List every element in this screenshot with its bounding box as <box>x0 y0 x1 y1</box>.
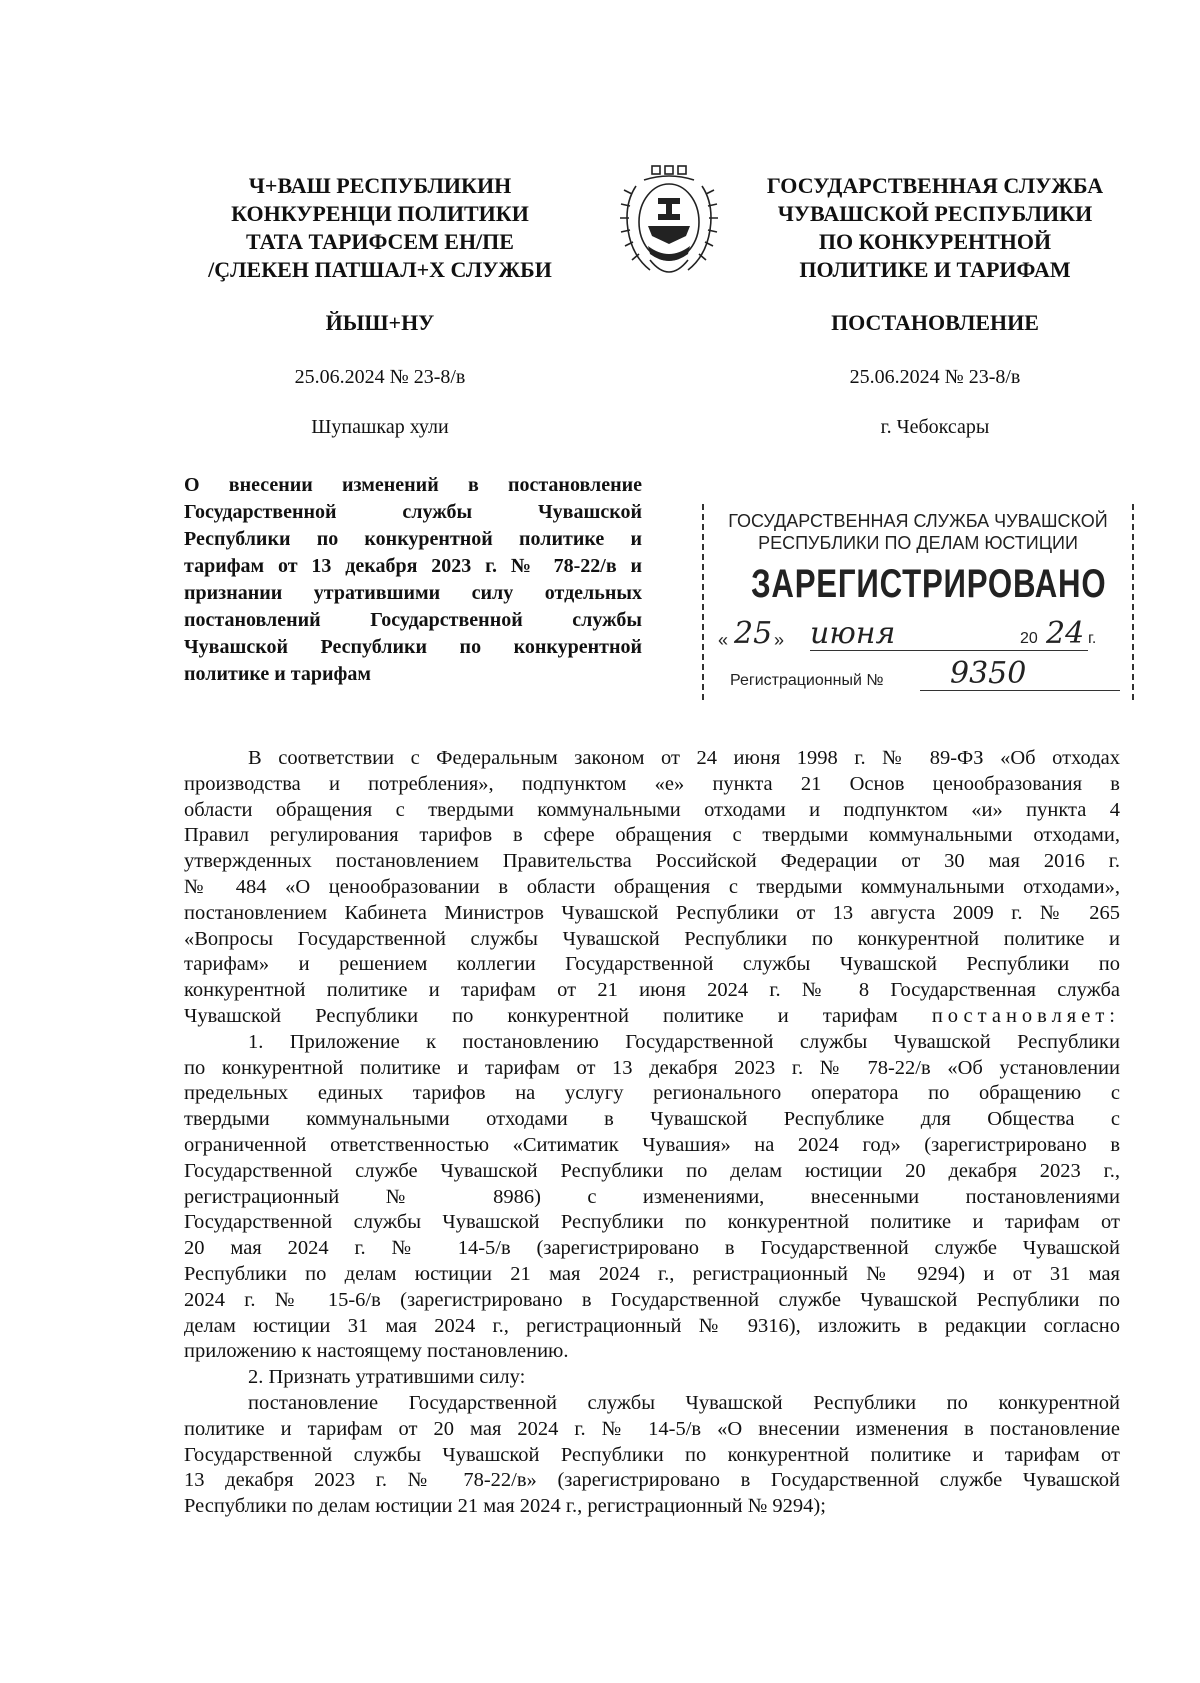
city-russian: г. Чебоксары <box>880 416 990 438</box>
stamp-underline <box>1000 650 1088 651</box>
body-line: Республики по делам юстиции 21 мая 2024 г., регистрационный № 9294); <box>184 1495 826 1518</box>
subject-line: постановлений Государственной службы <box>184 609 642 631</box>
resolution-word: постановляет: <box>931 1004 1120 1027</box>
doc-type-chuvash: ЙЫШ+НУ <box>325 310 435 335</box>
body-line: № 484 «О ценообразовании в области обращения с твердыми коммунальными отходами», <box>184 875 1120 898</box>
doc-date-number-russian: 25.06.2024 № 23-8/в <box>849 366 1021 388</box>
stamp-reg-number-handwritten: 9350 <box>950 656 1027 691</box>
subject-line: признании утратившими силу отдельных <box>184 582 642 604</box>
stamp-title: ЗАРЕГИСТРИРОВАНО <box>751 562 1107 606</box>
org-line: ПОЛИТИКЕ И ТАРИФАМ <box>799 257 1071 282</box>
body-line: В соответствии с Федеральным законом от 24 июня 1998 г. № 89-ФЗ «Об отходах <box>248 747 1120 769</box>
body-line: Государственной службы Чувашской Республики по конкурентной политике и тарифам от <box>184 1443 1120 1466</box>
org-line: ГОСУДАРСТВЕННАЯ СЛУЖБА <box>766 173 1104 198</box>
body-line: регистрационный № 8986) с изменениями, внесенными постановлениями <box>184 1185 1120 1208</box>
body-line: 20 мая 2024 г. № 14-5/в (зарегистрировано в Государственной службе Чувашской <box>184 1237 1120 1260</box>
body-line: 2024 г. № 15-6/в (зарегистрировано в Государственной службе Чувашской Республики по <box>184 1288 1120 1311</box>
body-line: ограниченной ответственностью «Ситиматик Чувашия» на 2024 год» (зарегистрировано в <box>184 1133 1120 1156</box>
subject-line: О внесении изменений в постановление <box>184 474 642 496</box>
body-line: постановлением Кабинета Министров Чувашской Республики от 13 августа 2009 г. № 265 <box>184 901 1120 924</box>
stamp-org-line: РЕСПУБЛИКИ ПО ДЕЛАМ ЮСТИЦИИ <box>758 533 1078 553</box>
stamp-date <box>718 616 1128 656</box>
subject-line: Республики по конкурентной политике и <box>184 528 642 550</box>
body-line-resolution <box>184 1004 1120 1030</box>
org-line: КОНКУРЕНЦИ ПОЛИТИКИ <box>231 201 529 226</box>
city-chuvash: Шупашкар хули <box>311 416 449 438</box>
body-line: конкурентной политике и тарифам от 21 июня 2024 г. № 8 Государственная служба <box>184 979 1120 1002</box>
document-body <box>184 746 1120 1520</box>
stamp-underline <box>920 690 1120 691</box>
body-line: области обращения с твердыми коммунальными отходами и подпунктом «и» пункта 4 <box>184 798 1120 821</box>
stamp-reg-label: Регистрационный № <box>730 672 884 689</box>
body-line: приложению к настоящему постановлению. <box>184 1340 569 1363</box>
org-name-russian <box>735 172 1135 284</box>
chuvashia-coat-of-arms-icon <box>614 164 724 288</box>
body-line: постановление Государственной службы Чувашской Республики по конкурентной <box>248 1391 1120 1414</box>
doc-date-number-chuvash: 25.06.2024 № 23-8/в <box>294 366 466 388</box>
stamp-underline <box>810 650 1000 651</box>
body-line: по конкурентной политике и тарифам от 13 декабря 2023 г. № 78-22/в «Об установлении <box>184 1056 1120 1079</box>
body-line: утвержденных постановлением Правительства Российской Федерации от 30 мая 2016 г. <box>184 850 1120 873</box>
stamp-quote-open: « <box>718 630 729 650</box>
org-name-chuvash <box>150 172 610 284</box>
subject-line: Чувашской Республики по конкурентной <box>184 636 642 658</box>
body-line: производства и потребления», подпунктом «е» пункта 21 Основ ценообразования в <box>184 772 1120 795</box>
org-line: Ч+ВАШ РЕСПУБЛИКИН <box>248 173 512 198</box>
body-line: «Вопросы Государственной службы Чувашской Республики по конкурентной политике и <box>184 927 1120 950</box>
org-line: ЧУВАШСКОЙ РЕСПУБЛИКИ <box>777 201 1093 226</box>
body-line: твердыми коммунальными отходами в Чувашской Республике для Общества с <box>184 1108 1120 1131</box>
stamp-registration <box>730 656 1120 694</box>
body-line: 13 декабря 2023 г. № 78-22/в» (зарегистрировано в Государственной службе Чувашской <box>184 1469 1120 1492</box>
document-subject <box>184 472 642 688</box>
body-line: делам юстиции 31 мая 2024 г., регистрационный № 9316), изложить в редакции согласно <box>184 1314 1120 1337</box>
stamp-org-line: ГОСУДАРСТВЕННАЯ СЛУЖБА ЧУВАШСКОЙ <box>728 511 1108 531</box>
body-line: Государственной службе Чувашской Республики по делам юстиции 20 декабря 2023 г., <box>184 1159 1120 1182</box>
stamp-year-prefix: 20 <box>1020 630 1038 647</box>
body-line: Государственной службы Чувашской Республики по конкурентной политике и тарифам от <box>184 1211 1120 1234</box>
body-line: 1. Приложение к постановлению Государственной службы Чувашской Республики <box>248 1030 1120 1053</box>
stamp-quote-close: » <box>774 630 785 650</box>
org-line: ПО КОНКУРЕНТНОЙ <box>818 229 1052 254</box>
registration-stamp <box>702 504 1134 700</box>
body-line: предельных единых тарифов на услугу регионального оператора по обращению с <box>184 1082 1120 1105</box>
doc-type-russian: ПОСТАНОВЛЕНИЕ <box>831 310 1039 335</box>
subject-line: политике и тарифам <box>184 663 371 685</box>
org-line: ТАТА ТАРИФСЕМ ЕН/ПЕ <box>246 229 514 254</box>
body-line: тарифам» и решением коллегии Государственной службы Чувашской Республики по <box>184 953 1120 976</box>
subject-line: Государственной службы Чувашской <box>184 501 642 523</box>
body-line: 2. Признать утратившими силу: <box>248 1366 526 1389</box>
stamp-year-handwritten: 24 <box>1046 616 1085 651</box>
body-line: политике и тарифам от 20 мая 2024 г. № 14-5/в «О внесении изменения в постановление <box>184 1417 1120 1440</box>
stamp-org <box>704 510 1132 554</box>
org-line: /ÇЛЕКЕН ПАТШАЛ+Х СЛУЖБИ <box>208 257 552 282</box>
stamp-month-handwritten: июня <box>810 616 896 651</box>
stamp-year-suffix: г. <box>1088 630 1097 647</box>
stamp-day-handwritten: 25 <box>734 616 773 651</box>
body-text: Чувашской Республики по конкурентной политике и тарифам <box>184 1004 932 1027</box>
body-line: Правил регулирования тарифов в сфере обращения с твердыми коммунальными отходами, <box>184 824 1120 847</box>
body-line: Республики по делам юстиции 21 мая 2024 г., регистрационный № 9294) и от 31 мая <box>184 1262 1120 1285</box>
subject-line: тарифам от 13 декабря 2023 г. № 78-22/в и <box>184 555 642 577</box>
